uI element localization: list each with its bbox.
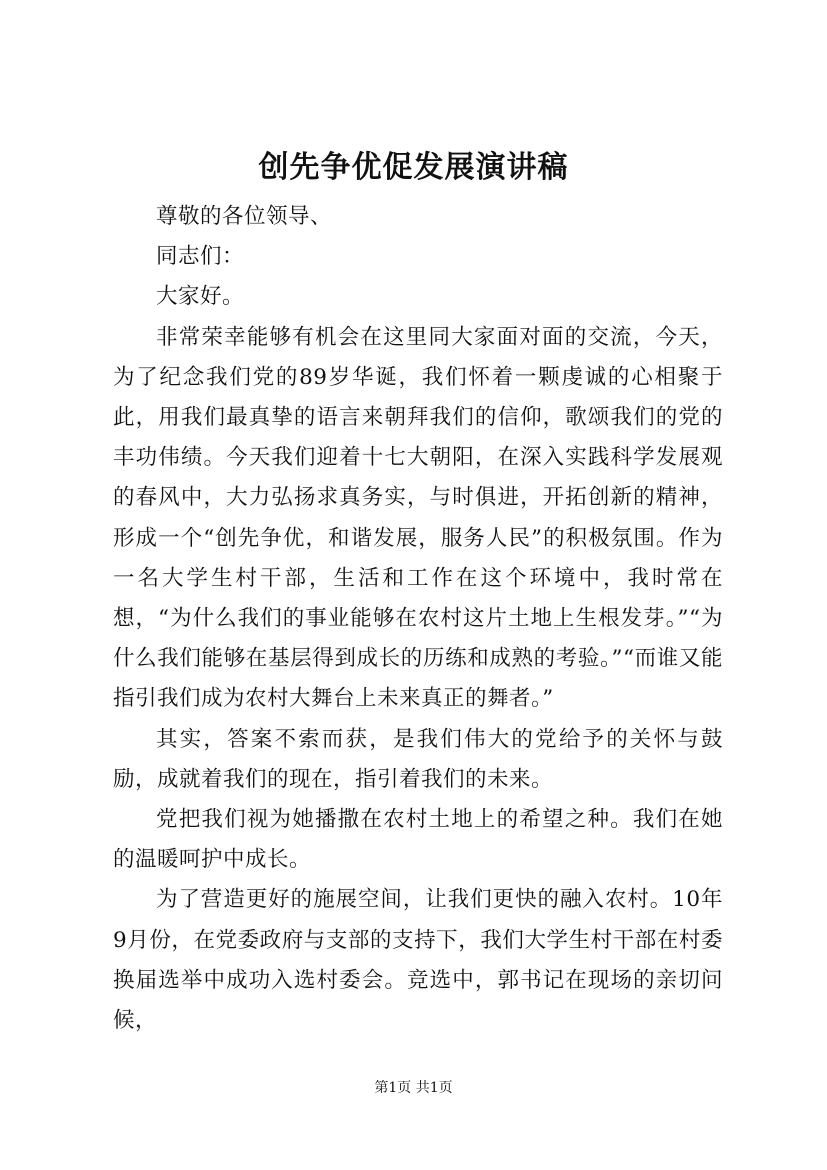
body-paragraph: 非常荣幸能够有机会在这里同大家面对面的交流，今天，为了纪念我们党的89岁华诞，我们怀着一颗虔诚的心相聚于此，用我们最真挚的语言来朝拜我们的信仰，歌颂我们的党的丰功伟绩。今天我们迎着十七大朝阳，在深入实践科学发展观的春风中，大力弘扬求真务实，与时俱进，开拓创新的精神，形成一个“创先争优，和谐发展，服务人民”的积极氛围。作为一名大学生村干部，生活和工作在这个环境中，我时常在想，“为什么我们的事业能够在农村这片土地上生根发芽。”“为什么我们能够在基层得到成长的历练和成熟的考验。”“而谁又能指引我们成为农村大舞台上未来真正的舞者。” — [113, 324, 723, 712]
salutation-leaders: 尊敬的各位领导、 — [156, 204, 333, 229]
page-number-footer: 第1页 共1页 — [374, 1080, 453, 1096]
document-body — [113, 197, 723, 1041]
document-title: 创先争优促发展演讲稿 — [258, 150, 569, 185]
body-paragraph: 党把我们视为她播撒在农村土地上的希望之种。我们在她的温暖呵护中成长。 — [113, 807, 723, 873]
salutation-comrades: 同志们： — [156, 244, 245, 270]
body-paragraph: 其实，答案不索而获，是我们伟大的党给予的关怀与鼓励，成就着我们的现在，指引着我们的未来。 — [113, 726, 723, 792]
greeting: 大家好。 — [156, 284, 245, 310]
body-paragraph: 为了营造更好的施展空间，让我们更快的融入农村。10年9月份，在党委政府与支部的支持下，我们大学生村干部在村委换届选举中成功入选村委会。竞选中，郭书记在现场的亲切问候， — [113, 887, 723, 1034]
